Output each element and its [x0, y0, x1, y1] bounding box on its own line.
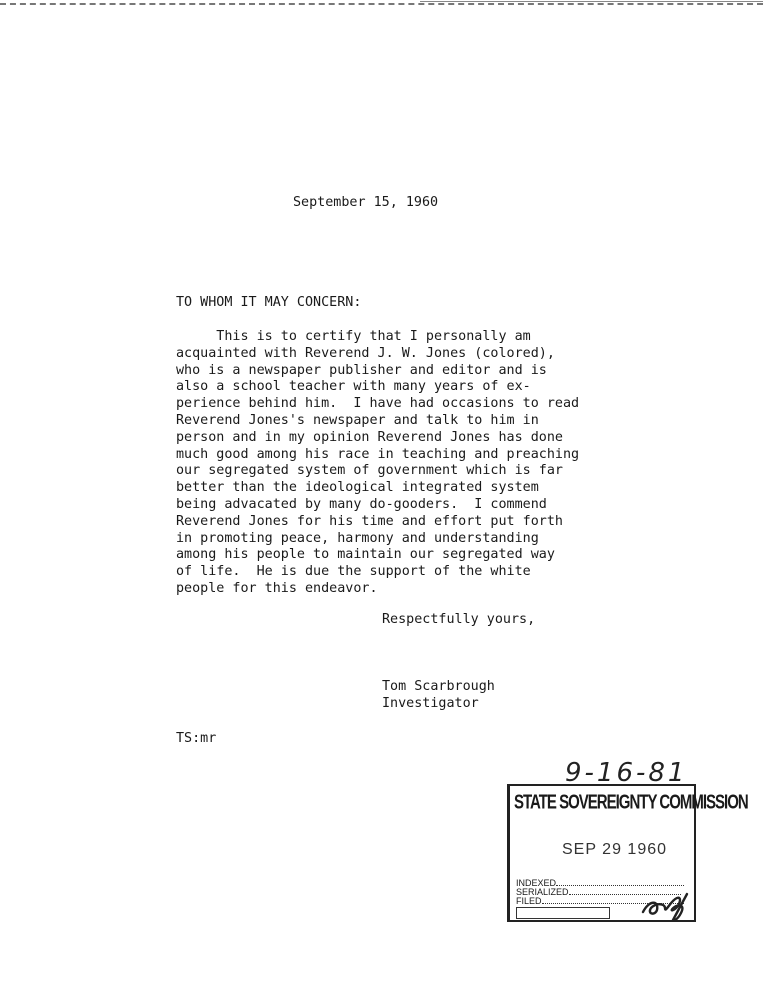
stamp-title: STATE SOVEREIGNTY COMMISSION — [514, 791, 748, 814]
body-line: people for this endeavor. — [176, 580, 378, 596]
signer-title: Investigator — [382, 696, 479, 711]
stamp-date: SEP 29 1960 — [562, 841, 668, 858]
letter-body — [176, 329, 579, 598]
body-line: among his people to maintain our segregated way — [176, 547, 555, 563]
body-line: in promoting peace, harmony and understanding — [176, 530, 539, 546]
body-line: better than the ideological integrated system — [176, 480, 539, 496]
body-line: much good among his race in teaching and preaching — [176, 446, 580, 462]
stamp-indexed-label: INDEXED — [516, 878, 557, 888]
body-line: who is a newspaper publisher and editor and is — [176, 362, 547, 378]
page-top-edge-line — [420, 1, 763, 2]
body-line: Reverend Jones for his time and effort put forth — [176, 513, 563, 529]
reference-initials: TS:mr — [176, 731, 217, 746]
received-stamp — [507, 784, 748, 922]
body-line: person and in my opinion Reverend Jones has done — [176, 429, 563, 445]
handwritten-date: 9-16-81 — [565, 758, 688, 788]
body-line: our segregated system of government which is far — [176, 463, 563, 479]
letter-date: September 15, 1960 — [293, 195, 439, 210]
page-top-edge — [0, 3, 763, 5]
stamp-filed-label: FILED — [516, 896, 542, 906]
body-line: being advacated by many do-gooders. I commend — [176, 496, 547, 512]
handwritten-initials-mark — [635, 890, 695, 922]
body-line: Reverend Jones's newspaper and talk to him in — [176, 412, 539, 428]
salutation: TO WHOM IT MAY CONCERN: — [176, 295, 362, 310]
closing: Respectfully yours, — [382, 612, 536, 627]
body-line: This is to certify that I personally am — [176, 329, 531, 344]
signer-name: Tom Scarbrough — [382, 679, 495, 694]
stamp-serialized-label: SERIALIZED — [516, 887, 569, 897]
body-line: acquainted with Reverend J. W. Jones (colored), — [176, 345, 555, 361]
body-line: perience behind him. I have had occasions to read — [176, 396, 580, 412]
body-line: of life. He is due the support of the white — [176, 564, 531, 580]
stamp-box — [516, 907, 610, 919]
body-line: also a school teacher with many years of ex- — [176, 379, 531, 395]
